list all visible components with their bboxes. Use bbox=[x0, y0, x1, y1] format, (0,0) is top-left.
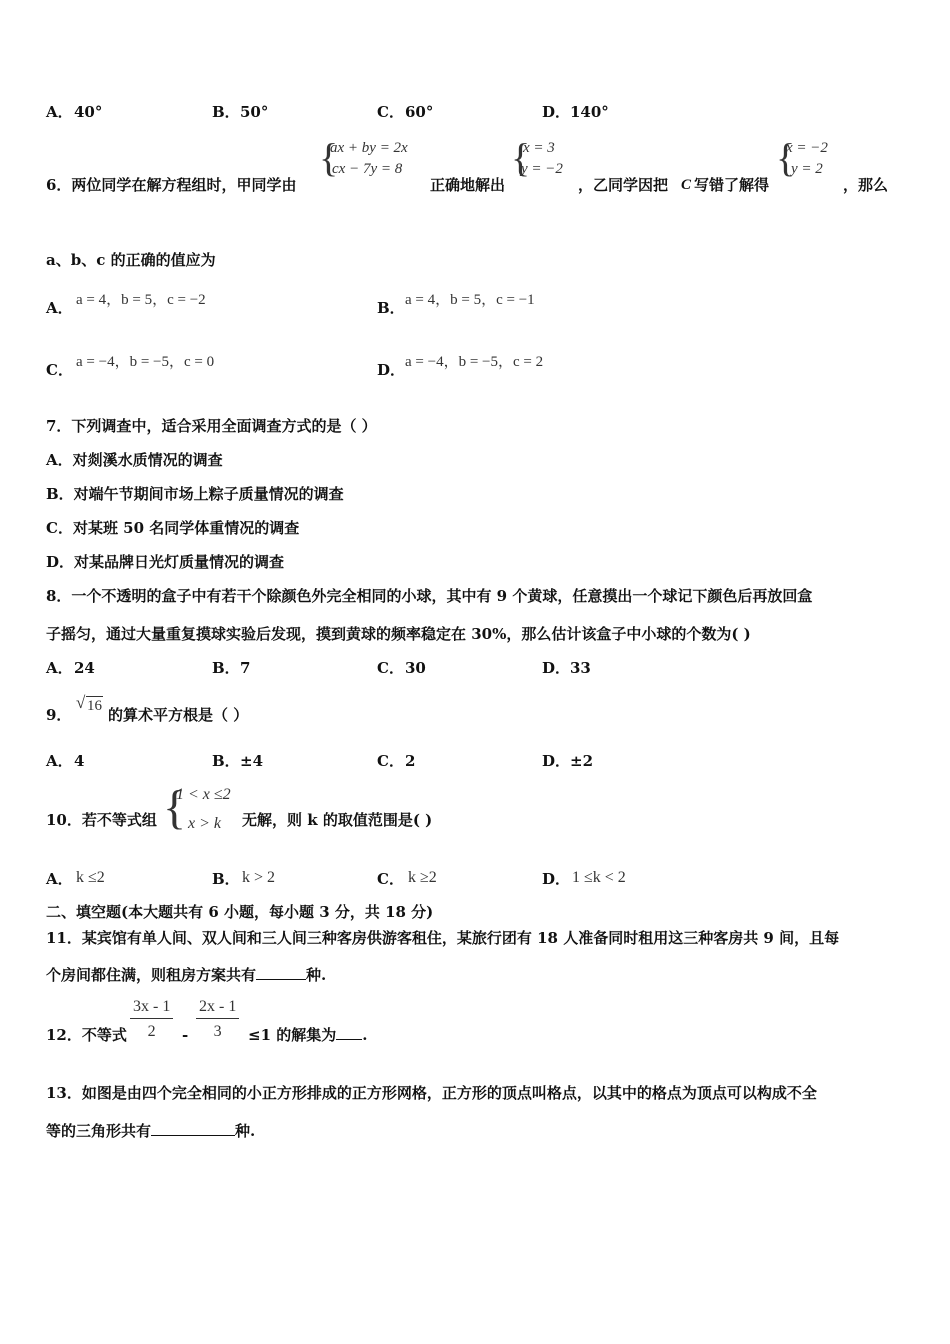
q10-option-d-letter: D． bbox=[542, 870, 571, 888]
q10-option-b-letter: B． bbox=[212, 870, 240, 888]
q8-option-d-value: 33 bbox=[570, 659, 591, 677]
q6-prefix: 6．两位同学在解方程组时，甲同学由 bbox=[46, 176, 297, 194]
q6-option-d-value: a = −4，b = −5，c = 2 bbox=[405, 354, 544, 370]
q13-line1: 13．如图是由四个完全相同的小正方形排成的正方形网格，正方形的顶点叫格点，以其中的格点为顶点可以构成不全 bbox=[46, 1084, 817, 1102]
q10-suffix: 无解，则 k 的取值范围是( ) bbox=[242, 811, 433, 829]
q11-answer-blank bbox=[256, 979, 306, 980]
q5-option-a-value: 40° bbox=[74, 103, 103, 121]
q13-answer-blank bbox=[151, 1135, 235, 1136]
q11-line2-suffix: 种. bbox=[306, 966, 327, 984]
q6-tail: ，那么 bbox=[843, 176, 889, 194]
q9-number: 9． bbox=[46, 706, 72, 724]
q10-inequality-1: 1 < x ≤2 bbox=[176, 786, 231, 803]
q11-line2 bbox=[46, 965, 326, 985]
q12-suffix: ≤1 的解集为 bbox=[248, 1026, 337, 1044]
q6-option-b-value: a = 4，b = 5，c = −1 bbox=[405, 292, 535, 308]
q5-option-d-letter: D． bbox=[542, 103, 571, 121]
q5-option-a-letter: A． bbox=[46, 103, 73, 121]
q7-option-a: A．对剡溪水质情况的调查 bbox=[46, 451, 223, 469]
q12-fraction-1 bbox=[130, 998, 173, 1041]
q6-solution1-line2: y = −2 bbox=[521, 161, 563, 177]
q6-mid3: 写错了解得 bbox=[694, 176, 770, 194]
q8-line2: 子摇匀，通过大量重复摸球实验后发现，摸到黄球的频率稳定在 30%，那么估计该盒子中小球的个数为( ) bbox=[46, 625, 751, 643]
q13-line2 bbox=[46, 1121, 255, 1141]
q7-option-c: C．对某班 50 名同学体重情况的调查 bbox=[46, 519, 300, 537]
q8-option-c-value: 30 bbox=[405, 659, 426, 677]
q9-option-a-letter: A． bbox=[46, 752, 73, 770]
q9-option-c-letter: C． bbox=[377, 752, 404, 770]
q6-option-d-letter: D． bbox=[377, 361, 406, 379]
q11-line1: 11．某宾馆有单人间、双人间和三人间三种客房供游客租住，某旅行团有 18 人准备同时租用这三种客房共 9 间，且每 bbox=[46, 929, 840, 947]
q9-option-c-value: 2 bbox=[405, 752, 416, 770]
q5-option-c-value: 60° bbox=[405, 103, 434, 121]
q12-fraction-2-numerator: 2x - 1 bbox=[196, 998, 239, 1019]
q10-option-c-letter: C． bbox=[377, 870, 404, 888]
q5-option-c-letter: C． bbox=[377, 103, 404, 121]
q6-mid2: ，乙同学因把 bbox=[578, 176, 669, 194]
q11-line2-prefix: 个房间都住满，则租房方案共有 bbox=[46, 966, 257, 984]
q9-option-d-value: ±2 bbox=[570, 752, 594, 770]
q6-option-a-letter: A． bbox=[46, 299, 73, 317]
q6-solution2-brace: { bbox=[776, 135, 796, 180]
q5-option-b-value: 50° bbox=[240, 103, 269, 121]
q12-fraction-1-numerator: 3x - 1 bbox=[130, 998, 173, 1019]
section-2-title: 二、填空题(本大题共有 6 小题，每小题 3 分，共 18 分) bbox=[46, 903, 434, 921]
q6-system-line2: cx − 7y = 8 bbox=[332, 161, 403, 177]
q6-option-c-letter: C． bbox=[46, 361, 73, 379]
q12-answer-blank bbox=[336, 1039, 362, 1040]
q8-option-a-letter: A． bbox=[46, 659, 73, 677]
q12-minus: - bbox=[182, 1026, 189, 1044]
q7-option-d: D．对某品牌日光灯质量情况的调查 bbox=[46, 553, 285, 571]
q9-option-d-letter: D． bbox=[542, 752, 571, 770]
q8-option-b-letter: B． bbox=[212, 659, 240, 677]
q12-fraction-2-denominator: 3 bbox=[213, 1023, 222, 1040]
q12-suffix-line bbox=[248, 1025, 367, 1045]
q9-radicand: 16 bbox=[87, 698, 102, 714]
q6-system-brace: { bbox=[319, 135, 339, 180]
q6-solution1-line1: x = 3 bbox=[523, 140, 555, 156]
q13-line2-suffix: 种. bbox=[235, 1122, 256, 1140]
q6-solution2-line1: x = −2 bbox=[786, 140, 828, 156]
q12-prefix: 12．不等式 bbox=[46, 1026, 127, 1044]
q12-fraction-1-denominator: 2 bbox=[147, 1023, 156, 1040]
q8-option-a-value: 24 bbox=[74, 659, 95, 677]
q8-option-c-letter: C． bbox=[377, 659, 404, 677]
q8-option-b-value: 7 bbox=[240, 659, 251, 677]
q9-option-b-letter: B． bbox=[212, 752, 240, 770]
q7-option-b: B．对端午节期间市场上粽子质量情况的调查 bbox=[46, 485, 344, 503]
q10-prefix: 10．若不等式组 bbox=[46, 811, 157, 829]
q10-system-brace: { bbox=[163, 781, 187, 834]
q10-option-a-value: k ≤2 bbox=[76, 869, 105, 886]
sqrt-icon: √ bbox=[76, 693, 86, 712]
q12-end: . bbox=[362, 1026, 368, 1044]
q10-option-a-letter: A． bbox=[46, 870, 73, 888]
q7-stem: 7．下列调查中，适合采用全面调查方式的是（ ） bbox=[46, 417, 377, 435]
q5-option-b-letter: B． bbox=[212, 103, 240, 121]
q6-system-line1: ax + by = 2x bbox=[330, 140, 408, 156]
q6-solution1-brace: { bbox=[511, 135, 531, 180]
q8-option-d-letter: D． bbox=[542, 659, 571, 677]
q6-solution2-line2: y = 2 bbox=[791, 161, 823, 177]
q5-option-d-value: 140° bbox=[570, 103, 609, 121]
q9-stem: 的算术平方根是（ ） bbox=[108, 706, 249, 724]
q13-line2-prefix: 等的三角形共有 bbox=[46, 1122, 152, 1140]
q10-option-d-value: 1 ≤k < 2 bbox=[572, 869, 626, 886]
q6-option-c-value: a = −4，b = −5，c = 0 bbox=[76, 354, 215, 370]
q10-option-c-value: k ≥2 bbox=[408, 869, 437, 886]
q8-line1: 8．一个不透明的盒子中有若干个除颜色外完全相同的小球，其中有 9 个黄球，任意摸出一个球记下颜色后再放回盒 bbox=[46, 587, 813, 605]
q10-inequality-2: x > k bbox=[188, 815, 221, 832]
q9-option-b-value: ±4 bbox=[240, 752, 264, 770]
q6-line2: a、b、c 的正确的值应为 bbox=[46, 251, 216, 269]
q6-mid1: 正确地解出 bbox=[430, 176, 506, 194]
q6-option-a-value: a = 4，b = 5，c = −2 bbox=[76, 292, 206, 308]
q6-variable-c: C bbox=[681, 177, 692, 193]
q10-option-b-value: k > 2 bbox=[242, 869, 276, 886]
q12-fraction-2 bbox=[196, 998, 239, 1041]
q9-option-a-value: 4 bbox=[74, 752, 85, 770]
q6-option-b-letter: B． bbox=[377, 299, 405, 317]
